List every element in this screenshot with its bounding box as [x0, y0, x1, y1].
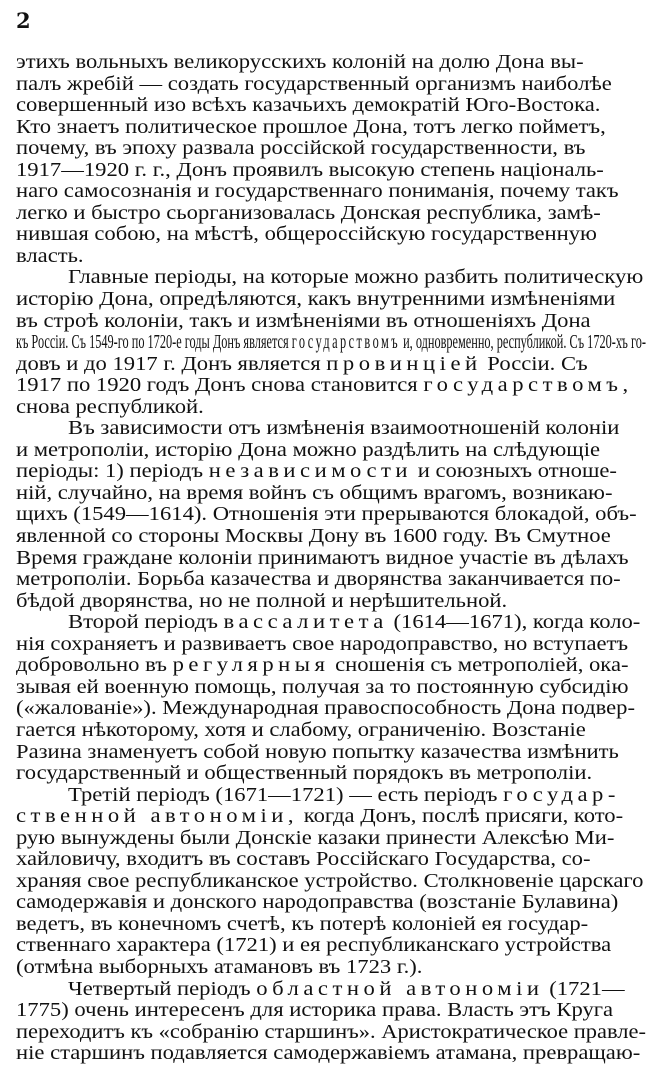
text-line [16, 332, 646, 354]
text-line [16, 267, 646, 289]
line-text: бѣдой дворянства, но не полной и нерѣшительной. [16, 589, 508, 612]
line-text: Разина знаменуетъ собой новую попытку казачества измѣнить [16, 740, 619, 763]
line-text: Третій періодъ (1671—1721) — есть періодъ [68, 783, 498, 806]
spaced-emphasis: государствомъ [291, 331, 401, 354]
line-text: гается нѣкоторому, хотя и слабому, ограниченію. Возстаніе [16, 718, 586, 741]
line-text: явленной со стороны Москвы Дону въ 1600 году. Въ Смутное [16, 525, 611, 548]
line-text: («жалованіе»). Международная правоспособность Дона подвер- [16, 697, 636, 720]
text-line [16, 914, 646, 936]
line-text: власть. [16, 244, 84, 267]
line-text: государственный и общественный порядокъ въ метрополіи. [16, 762, 593, 785]
line-text: въ строѣ колоніи, такъ и измѣненіями въ отношеніяхъ Дона [16, 309, 591, 332]
line-text: 1917—1920 г. г., Донъ проявилъ высокую степень національ- [16, 158, 604, 181]
text-line [16, 935, 646, 957]
text-line [16, 289, 646, 311]
line-text-after: когда Донъ, послѣ присяги, кото- [303, 805, 624, 828]
line-text: переходитъ къ «собранію старшинъ». Аристократическое правле- [16, 1020, 646, 1043]
text-line [16, 483, 646, 505]
line-text: Кто знаетъ политическое прошлое Дона, тотъ легко пойметъ, [16, 115, 606, 138]
line-text: палъ жребій — создать государственный организмъ наиболѣе [16, 72, 612, 95]
line-text: Время граждане колоніи принимаютъ видное участіе въ дѣлахъ [16, 546, 629, 569]
line-text-after: и союзныхъ отноше- [417, 460, 617, 483]
text-line [16, 720, 646, 742]
text-line [16, 957, 646, 979]
text-line [16, 1000, 646, 1022]
text-line [16, 418, 646, 440]
text-line [16, 138, 646, 160]
text-line [16, 548, 646, 570]
text-line [16, 117, 646, 139]
line-text: ній, случайно, на время войнъ съ общимъ врагомъ, возникаю- [16, 481, 613, 504]
text-line [16, 95, 646, 117]
line-text-after: Россіи. Съ [487, 352, 588, 375]
line-text: Въ зависимости отъ измѣненія взаимоотношеній колоніи [68, 417, 620, 440]
text-line [16, 742, 646, 764]
line-text: 1775) очень интересенъ для историка права. Власть этъ Круга [16, 999, 614, 1022]
text-line [16, 785, 646, 807]
line-text: совершенный изо всѣхъ казачьихъ демократій Юго-Востока. [16, 94, 601, 117]
line-text: періоды: 1) періодъ [16, 460, 204, 483]
text-line [16, 504, 646, 526]
spaced-emphasis: государствомъ, [423, 374, 633, 397]
line-text: 1917 по 1920 годъ Донъ снова становится [16, 374, 418, 397]
line-text: почему, въ эпоху развала россійской государственности, въ [16, 137, 586, 160]
line-text-after: сношенія съ метрополіей, ока- [335, 654, 629, 677]
line-text: нившая собою, на мѣстѣ, общероссійскую государственную [16, 223, 597, 246]
text-line [16, 1043, 646, 1065]
text-line [16, 311, 646, 333]
line-text: Четвертый періодъ [68, 977, 251, 1000]
page-number: 2 [16, 8, 31, 33]
text-line [16, 526, 646, 548]
text-line [16, 634, 646, 656]
text-line [16, 591, 646, 613]
text-line [16, 763, 646, 785]
line-text: Главные періоды, на которые можно разбить политическую [68, 266, 644, 289]
text-line [16, 397, 646, 419]
line-text: ведетъ, въ конечномъ счетѣ, къ потерѣ колоніей ея государ- [16, 912, 589, 935]
text-line [16, 849, 646, 871]
text-line [16, 828, 646, 850]
line-text: исторію Дона, опредѣляются, какъ внутренними измѣненіями [16, 288, 616, 311]
line-text: Второй періодъ [68, 611, 218, 634]
line-text: довъ и до 1917 г. Донъ является [16, 352, 321, 375]
text-line [16, 375, 646, 397]
body-text [16, 52, 646, 1065]
line-text: и метрополіи, исторію Дона можно раздѣлить на слѣдующіе [16, 438, 601, 461]
text-line [16, 203, 646, 225]
text-line [16, 892, 646, 914]
spaced-emphasis: вассалитета [223, 611, 388, 634]
text-line [16, 181, 646, 203]
line-text: (отмѣна выборныхъ атамановъ въ 1723 г.). [16, 955, 423, 978]
line-text: къ Россіи. Съ 1549-го по 1720-е годы Донъ является [16, 331, 289, 354]
line-text: нія сохраняетъ и развиваетъ свое народоправство, но вступаетъ [16, 632, 629, 655]
line-text: хайловичу, входитъ въ составъ Россійскаго Государства, со- [16, 848, 591, 871]
text-line [16, 979, 646, 1001]
text-line [16, 461, 646, 483]
line-text: метрополіи. Борьба казачества и дворянства заканчивается по- [16, 568, 621, 591]
text-line [16, 160, 646, 182]
spaced-emphasis: регулярныя [172, 654, 330, 677]
line-text: щихъ (1549—1614). Отношенія эти прерываются блокадой, объ- [16, 503, 637, 526]
text-line [16, 698, 646, 720]
text-line [16, 74, 646, 96]
text-line [16, 569, 646, 591]
line-text: рую вынуждены были Донскіе казаки принести Алексѣю Ми- [16, 826, 615, 849]
spaced-emphasis: государ- [503, 783, 620, 806]
spaced-emphasis: провинціей [326, 352, 482, 375]
text-line [16, 655, 646, 677]
line-text-after: (1721— [549, 977, 625, 1000]
text-line [16, 871, 646, 893]
line-text: снова республикой. [16, 395, 204, 418]
line-text: ственнаго характера (1721) и ея республиканскаго устройства [16, 934, 612, 957]
text-line [16, 52, 646, 74]
text-line [16, 440, 646, 462]
line-text: легко и быстро сьорганизовалась Донская республика, замѣ- [16, 201, 601, 224]
line-text: наго самосознанія и государственнаго пониманія, почему такъ [16, 180, 619, 203]
spaced-emphasis: независимости [208, 460, 413, 483]
line-text: зывая ей военную помощь, получая за то постоянную субсидію [16, 675, 629, 698]
line-text-after: и, одновременно, республикой. Съ 1720-хъ го- [403, 331, 646, 354]
line-text: этихъ вольныхъ великорусскихъ колоній на долю Дона вы- [16, 51, 584, 73]
text-line [16, 1022, 646, 1044]
line-text: храняя свое республиканское устройство. Столкновеніе царскаго [16, 869, 644, 892]
text-line [16, 806, 646, 828]
line-text: ніе старшинъ подавляется самодержавіемъ атамана, превращаю- [16, 1042, 641, 1065]
text-line [16, 677, 646, 699]
line-text: самодержавія и донского народоправства (возстаніе Булавина) [16, 891, 619, 914]
spaced-emphasis: областной автономіи [256, 977, 544, 1000]
line-text-after: (1614—1671), когда коло- [393, 611, 641, 634]
text-line [16, 354, 646, 376]
text-line [16, 612, 646, 634]
line-text: добровольно въ [16, 654, 167, 677]
text-line [16, 246, 646, 268]
text-line [16, 224, 646, 246]
spaced-emphasis: ственной автономіи, [16, 805, 299, 828]
